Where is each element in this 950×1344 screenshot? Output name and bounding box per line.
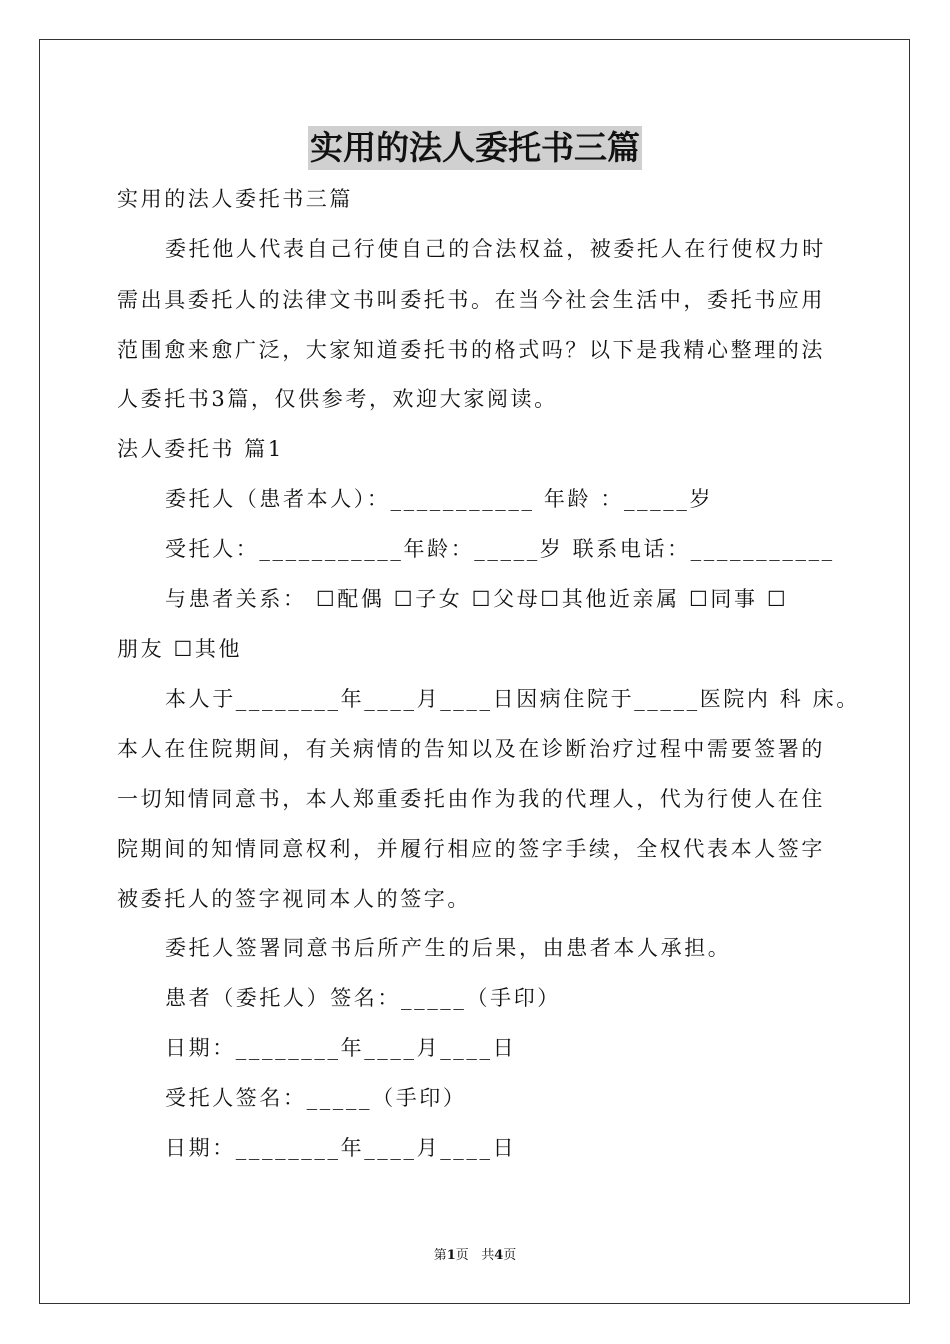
agent-line: 受托人：___________年龄：_____岁 联系电话：___________ [165, 537, 835, 561]
body-paragraph-line-3: 一切知情同意书，本人郑重委托由作为我的代理人，代为行使人在住 [117, 787, 825, 811]
page-suffix: 页 [455, 1248, 469, 1263]
relationship-line-1: 与患者关系： ☐配偶 ☐子女 ☐父母☐其他近亲属 ☐同事 ☐ [165, 587, 789, 611]
intro-paragraph-line-1: 委托他人代表自己行使自己的合法权益，被委托人在行使权力时 [165, 237, 826, 261]
document-title: 实用的法人委托书三篇 [308, 126, 642, 170]
page-border [39, 39, 910, 1304]
agent-date-line: 日期：________年____月____日 [165, 1136, 517, 1160]
consequence-line: 委托人签署同意书后所产生的后果，由患者本人承担。 [165, 936, 732, 960]
body-paragraph-line-1: 本人于________年____月____日因病住院于_____医院内 科 床。 [165, 687, 860, 711]
body-paragraph-line-2: 本人在住院期间，有关病情的告知以及在诊断治疗过程中需要签署的 [117, 737, 825, 761]
total-suffix: 页 [503, 1248, 517, 1263]
page-footer [0, 1247, 950, 1265]
total-prefix: 共 [481, 1248, 495, 1263]
title-wrap [0, 126, 950, 170]
page-prefix: 第 [433, 1248, 447, 1263]
principal-line: 委托人（患者本人）：___________ 年龄 ：_____岁 [165, 487, 714, 511]
body-paragraph-line-4: 院期间的知情同意权利，并履行相应的签字手续，全权代表本人签字 [117, 837, 825, 861]
body-paragraph-line-5: 被委托人的签字视同本人的签字。 [117, 887, 471, 911]
relationship-line-2: 朋友 ☐其他 [117, 637, 243, 661]
agent-signature-line: 受托人签名：_____（手印） [165, 1086, 467, 1110]
intro-paragraph-line-2: 需出具委托人的法律文书叫委托书。在当今社会生活中，委托书应用 [117, 288, 825, 312]
intro-paragraph-line-4: 人委托书3篇，仅供参考，欢迎大家阅读。 [117, 387, 558, 411]
total-pages: 4 [494, 1248, 504, 1263]
page-number: 1 [446, 1248, 456, 1263]
patient-date-line: 日期：________年____月____日 [165, 1036, 517, 1060]
subtitle-line: 实用的法人委托书三篇 [117, 187, 353, 211]
intro-paragraph-line-3: 范围愈来愈广泛，大家知道委托书的格式吗？以下是我精心整理的法 [117, 338, 825, 362]
patient-signature-line: 患者（委托人）签名：_____（手印） [165, 986, 561, 1010]
section-heading: 法人委托书 篇1 [117, 437, 284, 461]
